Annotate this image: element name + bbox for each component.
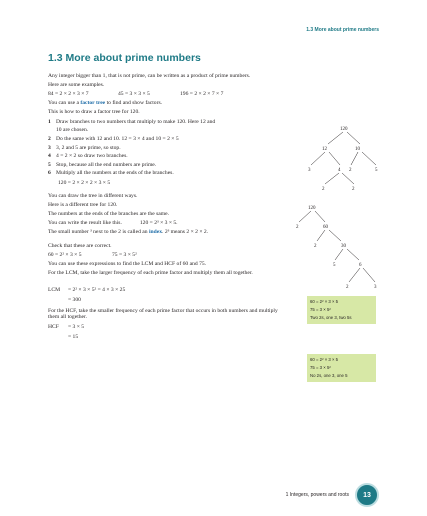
lcm-box-line1: 60 = 2² × 3 × 5	[310, 299, 339, 304]
check-text: Check that these are correct.	[48, 243, 112, 249]
factor-tree-2	[293, 203, 388, 295]
lcm-explanation: For the LCM, take the larger frequency of each prime factor and multiply them all together.	[48, 270, 253, 276]
tree1-a: 12	[322, 147, 327, 152]
hcf-label: HCF	[48, 324, 59, 330]
check-75: 75 = 3 × 5²	[112, 252, 137, 258]
running-header: 1.3 More about prime numbers	[306, 27, 379, 33]
example-84: 84 = 2 × 2 × 3 × 7	[48, 91, 89, 97]
hcf-box-line1: 60 = 2² × 3 × 5	[310, 357, 339, 362]
examples-intro: Here are some examples.	[48, 82, 105, 88]
step-2: 2 Do the same with 12 and 10. 12 = 3 × 4 and 10 = 2 × 5	[48, 136, 179, 142]
lcm-expression: = 2² × 3 × 5² = 4 × 3 × 25	[68, 287, 126, 293]
page-footer	[286, 483, 379, 507]
example-45: 45 = 3 × 3 × 5	[118, 91, 150, 97]
same-numbers-text: The numbers at the ends of the branches are the same.	[48, 211, 169, 217]
result-120: 120 = 2 × 2 × 2 × 3 × 5	[58, 180, 111, 186]
write-result-text: You can write the result like this. 120 = 2³ × 3 × 5.	[48, 220, 178, 226]
index-term: index	[148, 229, 163, 235]
tree2-b: 60	[323, 225, 328, 230]
tree1-root: 120	[340, 127, 348, 132]
tree2-d1: 2	[346, 285, 349, 290]
lcm-result: = 300	[68, 297, 81, 303]
tree2-b1: 2	[314, 244, 317, 249]
hcf-box-line2: 75 = 3 × 5²	[310, 365, 331, 370]
tree2-c1: 5	[333, 263, 336, 268]
intro-text: Any integer bigger than 1, that is not prime, can be written as a product of prime numbers.	[48, 73, 251, 79]
step-4: 4 4 = 2 × 2 so draw two branches.	[48, 153, 128, 159]
step-6: 6 Multiply all the numbers at the ends of the branches.	[48, 170, 174, 176]
step-3: 3 3, 2 and 5 are prime, so stop.	[48, 145, 121, 151]
section-title: 1.3 More about prime numbers	[48, 52, 201, 64]
lcm-side-box	[307, 296, 376, 324]
factor-tree-1	[300, 124, 390, 196]
step-5: 5 Stop, because all the end numbers are prime.	[48, 162, 157, 168]
hcf-result: = 15	[68, 334, 79, 340]
step-1: 1 Draw branches to two numbers that multiply to make 120. Here 12 and	[48, 119, 216, 125]
tree1-b1: 2	[349, 168, 352, 173]
tree1-b: 10	[355, 147, 360, 152]
tree2-d2: 3	[374, 285, 377, 290]
hcf-explanation: For the HCF, take the smaller frequency of each prime factor that occurs in both numbers and multiply them all together.	[48, 308, 278, 321]
factor-tree-term: factor tree	[80, 100, 106, 106]
hcf-box-line3: No 2s, one 3, one 5	[310, 373, 348, 378]
tree2-a: 2	[296, 225, 299, 230]
index-sentence: The small number ³ next to the 2 is called an index. 2³ means 2 × 2 × 2.	[48, 229, 209, 235]
lcm-box-line3: Two 2s, one 3, two 5s	[310, 315, 352, 320]
page-number: 13	[355, 483, 379, 507]
tree1-c1: 2	[322, 187, 325, 192]
tree2-root: 120	[308, 206, 316, 211]
tree2-b2: 30	[341, 244, 346, 249]
tree2-c2: 6	[359, 263, 362, 268]
tree1-b2: 5	[375, 168, 378, 173]
chapter-name: 1 Integers, powers and roots	[285, 492, 349, 498]
hcf-side-box	[307, 354, 376, 382]
step-1-cont: 10 are chosen.	[56, 127, 89, 133]
lcm-label: LCM	[48, 287, 61, 293]
tree1-c2: 2	[352, 187, 355, 192]
tree-ways-text: You can draw the tree in different ways.	[48, 193, 138, 199]
tree1-a2: 4	[338, 168, 341, 173]
tree1-a1: 3	[308, 168, 311, 173]
hcf-expression: = 3 × 5	[68, 324, 85, 330]
how-to-text: This is how to draw a factor tree for 120.	[48, 109, 140, 115]
lcm-box-line2: 75 = 3 × 5²	[310, 307, 331, 312]
example-196: 196 = 2 × 2 × 7 × 7	[180, 91, 224, 97]
different-tree-text: Here is a different tree for 120.	[48, 202, 118, 208]
use-expressions-text: You can use these expressions to find the LCM and HCF of 60 and 75.	[48, 261, 207, 267]
check-60: 60 = 2² × 3 × 5	[48, 252, 82, 258]
factor-tree-sentence: You can use a factor tree to find and show factors.	[48, 100, 163, 106]
